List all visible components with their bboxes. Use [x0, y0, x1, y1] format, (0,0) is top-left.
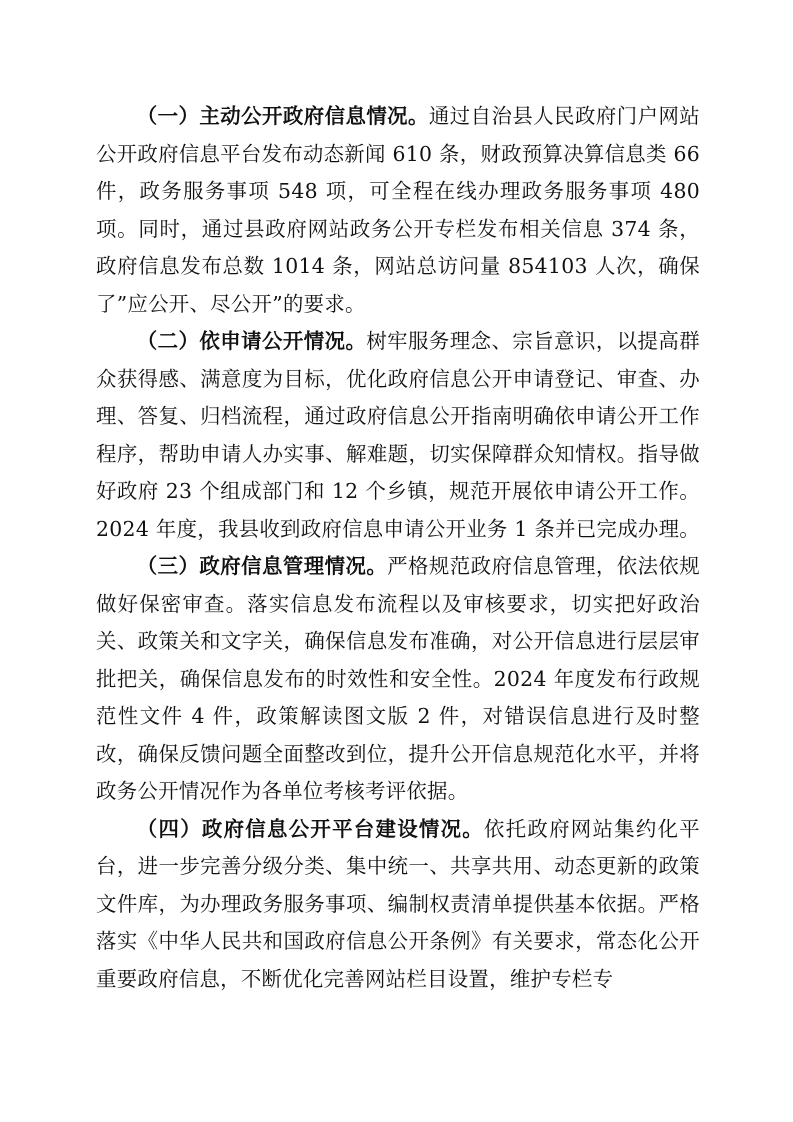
paragraph-heading: （二）依申请公开情况。 [136, 329, 367, 353]
paragraph-body: 严格规范政府信息管理，依法依规做好保密审查。落实信息发布流程以及审核要求，切实把好政治关、政策关和文字关，确保信息发布准确，对公开信息进行层层审批把关，确保信息发布的时效性和安全性。2024 年度发布行政规范性文件 4 件，政策解读图文版 2 件，对错误信息进行及时整改，确保反馈问题全面整改到位，提升公开信息规范化水平，并将政务公开情况作为各单位考核考评依据。 [96, 554, 700, 803]
paragraph-information-management [96, 548, 700, 811]
paragraph-proactive-disclosure [96, 98, 700, 323]
paragraph-heading: （四）政府信息公开平台建设情况。 [136, 816, 484, 841]
paragraph-heading: （三）政府信息管理情况。 [136, 554, 388, 578]
document-page [96, 98, 700, 998]
paragraph-body: 树牢服务理念、宗旨意识，以提高群众获得感、满意度为目标，优化政府信息公开申请登记、审查、办理、答复、归档流程，通过政府信息公开指南明确依申请公开工作程序，帮助申请人办实事、解难题，切实保障群众知情权。指导做好政府 23 个组成部门和 12 个乡镇，规范开展依申请公开工作。2024 年度，我县收到政府信息申请公开业务 1 条并已完成办理。 [96, 329, 700, 541]
paragraph-application-disclosure [96, 323, 700, 548]
paragraph-body: 通过自治县人民政府门户网站公开政府信息平台发布动态新闻 610 条，财政预算决算信息类 66 件，政务服务事项 548 项，可全程在线办理政务服务事项 480 项。同时，通过县政府网站政务公开专栏发布相关信息 374 条，政府信息发布总数 1014 条，网站总访问量 854103 人次，确保了”应公开、尽公开”的要求。 [96, 104, 700, 316]
paragraph-body: 依托政府网站集约化平台，进一步完善分级分类、集中统一、共享共用、动态更新的政策文件库，为办理政务服务事项、编制权责清单提供基本依据。严格落实《中华人民共和国政府信息公开条例》有关要求，常态化公开重要政府信息，不断优化完善网站栏目设置，维护专栏专 [96, 816, 700, 991]
paragraph-platform-construction [96, 811, 700, 999]
paragraph-heading: （一）主动公开政府信息情况。 [136, 104, 429, 128]
